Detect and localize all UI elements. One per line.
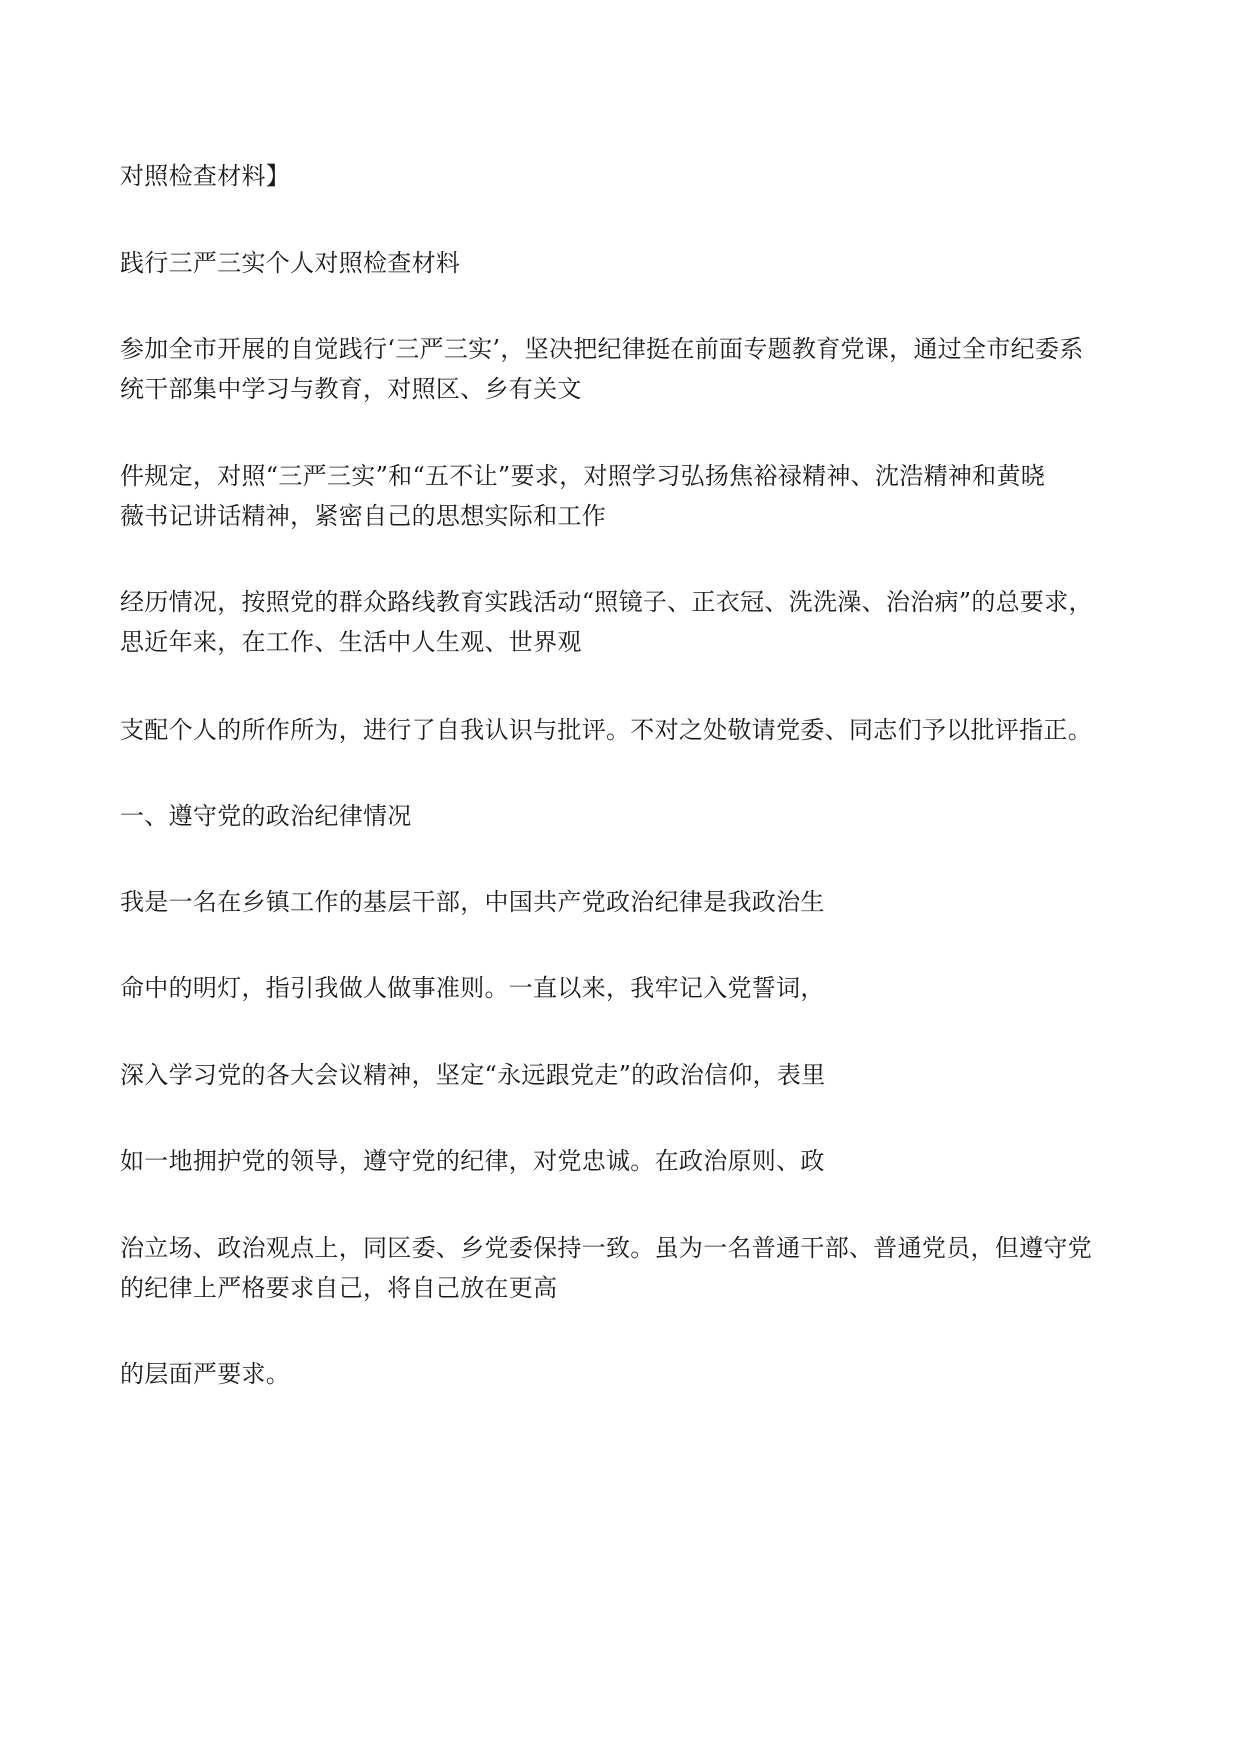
paragraph <box>120 882 1130 922</box>
paragraph <box>120 456 1130 536</box>
heading-fragment <box>120 156 1130 196</box>
text-line: 思近年来，在工作、生活中人生观、世界观 <box>120 628 582 656</box>
text-line: 参加全市开展的自觉践行‘三严三实’，坚决把纪律挺在前面专题教育党课，通过全市纪委系 <box>120 335 1084 363</box>
text-line: 薇书记讲话精神，紧密自己的思想实际和工作 <box>120 502 606 530</box>
text-line: 我是一名在乡镇工作的基层干部，中国共产党政治纪律是我政治生 <box>120 888 825 916</box>
section-heading <box>120 796 1130 836</box>
text-line: 统干部集中学习与教育，对照区、乡有关文 <box>120 375 582 403</box>
text-line: 深入学习党的各大会议精神，坚定“永远跟党走”的政治信仰，表里 <box>120 1061 826 1089</box>
text-line: 支配个人的所作所为，进行了自我认识与批评。不对之处敬请党委、同志们予以批评指正。 <box>120 716 1092 744</box>
paragraph <box>120 1055 1130 1095</box>
document-title <box>120 243 1130 283</box>
text-line: 治立场、政治观点上，同区委、乡党委保持一致。虽为一名普通干部、普通党员，但遵守党 <box>120 1234 1092 1262</box>
text-line: 的层面严要求。 <box>120 1360 291 1388</box>
paragraph <box>120 1141 1130 1181</box>
paragraph <box>120 968 1130 1008</box>
text-line: 命中的明灯，指引我做人做事准则。一直以来，我牢记入党誓词， <box>120 974 825 1002</box>
text-line: 一、遵守党的政治纪律情况 <box>120 802 412 830</box>
paragraph <box>120 329 1130 409</box>
text-line: 件规定，对照“三严三实”和“五不让”要求，对照学习弘扬焦裕禄精神、沈浩精神和黄晓 <box>120 462 1046 490</box>
text-line: 的纪律上严格要求自己，将自己放在更高 <box>120 1274 558 1302</box>
paragraph <box>120 1354 1130 1394</box>
text-line: 经历情况，按照党的群众路线教育实践活动“照镜子、正衣冠、洗洗澡、治治病”的总要求， <box>120 588 1093 616</box>
text-line: 践行三严三实个人对照检查材料 <box>120 249 461 277</box>
text-line: 对照检查材料】 <box>120 162 291 190</box>
paragraph <box>120 582 1130 662</box>
text-line: 如一地拥护党的领导，遵守党的纪律，对党忠诚。在政治原则、政 <box>120 1147 825 1175</box>
paragraph <box>120 710 1130 750</box>
paragraph <box>120 1228 1130 1308</box>
